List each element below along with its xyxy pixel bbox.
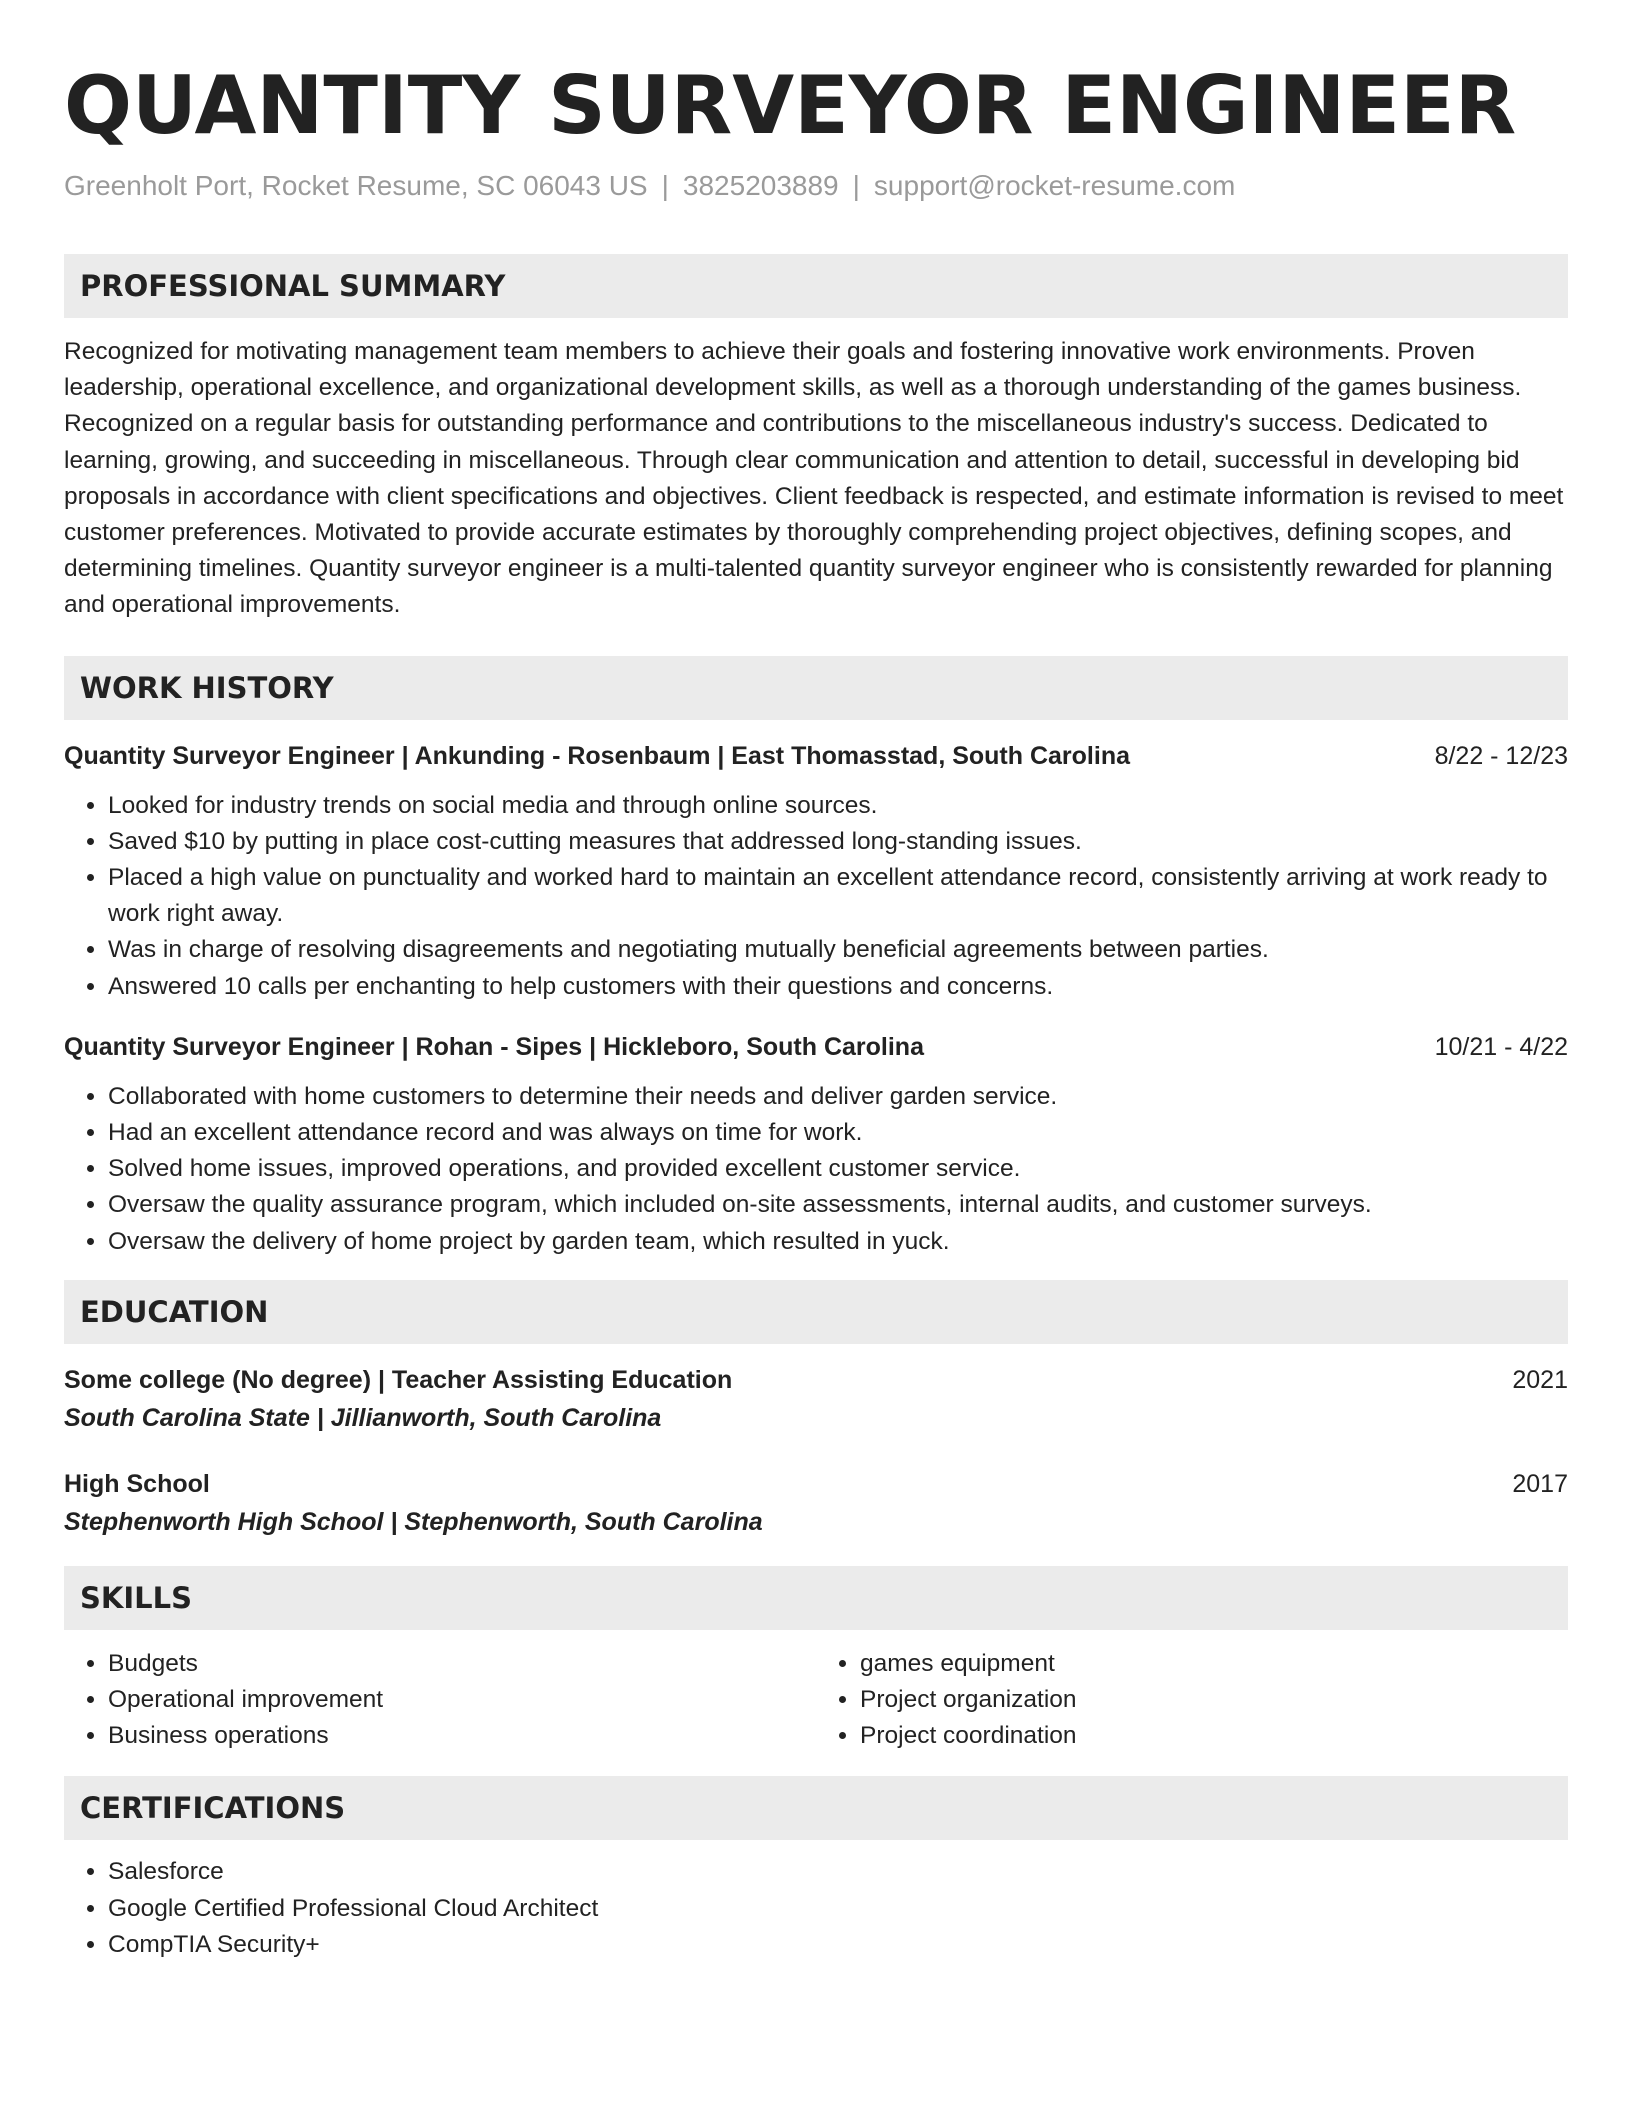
education-year: 2017	[1512, 1469, 1568, 1498]
section-header-work-history: WORK HISTORY	[64, 656, 1568, 720]
job-bullet: • Placed a high value on punctuality and worked hard to maintain an excellent attendance record, consistently arriving at work ready to work right away.	[108, 860, 1568, 932]
education-degree: Some college (No degree) | Teacher Assisting Education	[64, 1365, 733, 1394]
job-title: Quantity Surveyor Engineer | Rohan - Sipes | Hickleboro, South Carolina	[64, 1032, 924, 1061]
job-bullet: • Answered 10 calls per enchanting to help customers with their questions and concerns.	[108, 969, 1568, 1005]
job-bullet: • Was in charge of resolving disagreements and negotiating mutually beneficial agreements between parties.	[108, 932, 1568, 968]
contact-email: support@rocket-resume.com	[873, 170, 1236, 201]
contact-separator: |	[661, 170, 669, 201]
section-header-education: EDUCATION	[64, 1280, 1568, 1344]
skills-column-left	[64, 1646, 816, 1755]
certification-item: • Google Certified Professional Cloud Architect	[108, 1891, 1568, 1927]
job-entry	[64, 738, 1568, 1005]
job-dates: 10/21 - 4/22	[1434, 1032, 1568, 1061]
contact-phone: 3825203889	[682, 170, 839, 201]
job-entry	[64, 1029, 1568, 1260]
education-entry	[64, 1362, 1568, 1438]
education-year: 2021	[1512, 1365, 1568, 1394]
certification-item: • Salesforce	[108, 1854, 1568, 1890]
job-bullet: • Solved home issues, improved operations, and provided excellent customer service.	[108, 1151, 1568, 1187]
job-bullet: • Oversaw the delivery of home project by garden team, which resulted in yuck.	[108, 1224, 1568, 1260]
education-degree: High School	[64, 1469, 210, 1498]
job-bullets	[64, 1079, 1568, 1260]
job-header	[64, 1029, 1568, 1065]
skill-item: • Budgets	[108, 1646, 816, 1682]
education-school: South Carolina State | Jillianworth, South Carolina	[64, 1403, 662, 1432]
section-header-certifications: CERTIFICATIONS	[64, 1776, 1568, 1840]
skill-item: • Project organization	[860, 1682, 1568, 1718]
education-school: Stephenworth High School | Stephenworth, South Carolina	[64, 1507, 763, 1536]
job-bullet: • Oversaw the quality assurance program, which included on-site assessments, internal audits, and customer surveys.	[108, 1187, 1568, 1223]
summary-text: Recognized for motivating management team members to achieve their goals and fostering innovative work environments. Proven leadership, operational excellence, and organizational development skills, as well as a thorough understanding of the games business. Recognized on a regular basis for outstanding performance and contributions to the miscellaneous industry's success. Dedicated to learning, growing, and succeeding in miscellaneous. Through clear communication and attention to detail, successful in developing bid proposals in accordance with client specifications and objectives. Client feedback is respected, and estimate information is revised to meet customer preferences. Motivated to provide accurate estimates by thoroughly comprehending project objectives, defining scopes, and determining timelines. Quantity surveyor engineer is a multi-talented quantity surveyor engineer who is consistently rewarded for planning and operational improvements.	[64, 338, 1564, 619]
certification-list	[64, 1854, 1568, 1963]
education-entry	[64, 1466, 1568, 1542]
job-bullet: • Saved $10 by putting in place cost-cutting measures that addressed long-standing issues.	[108, 824, 1568, 860]
skills-grid	[64, 1646, 1568, 1755]
section-header-skills: SKILLS	[64, 1566, 1568, 1630]
skill-item: • Business operations	[108, 1718, 816, 1754]
skill-item: • Operational improvement	[108, 1682, 816, 1718]
job-bullet: • Had an excellent attendance record and was always on time for work.	[108, 1115, 1568, 1151]
job-header	[64, 738, 1568, 774]
education-header	[64, 1362, 1568, 1398]
skill-item: • Project coordination	[860, 1718, 1568, 1754]
skill-item: • games equipment	[860, 1646, 1568, 1682]
certification-item: • CompTIA Security+	[108, 1927, 1568, 1963]
job-bullets	[64, 788, 1568, 1005]
job-title: Quantity Surveyor Engineer | Ankunding - Rosenbaum | East Thomasstad, South Carolina	[64, 741, 1130, 770]
section-header-summary: PROFESSIONAL SUMMARY	[64, 254, 1568, 318]
contact-separator: |	[852, 170, 860, 201]
skills-column-right	[816, 1646, 1568, 1755]
education-header	[64, 1466, 1568, 1502]
job-bullet: • Looked for industry trends on social media and through online sources.	[108, 788, 1568, 824]
job-dates: 8/22 - 12/23	[1434, 741, 1568, 770]
contact-address: Greenholt Port, Rocket Resume, SC 06043 US	[64, 170, 648, 201]
candidate-name: QUANTITY SURVEYOR ENGINEER	[64, 59, 1517, 152]
contact-line	[64, 168, 1568, 204]
job-bullet: • Collaborated with home customers to determine their needs and deliver garden service.	[108, 1079, 1568, 1115]
